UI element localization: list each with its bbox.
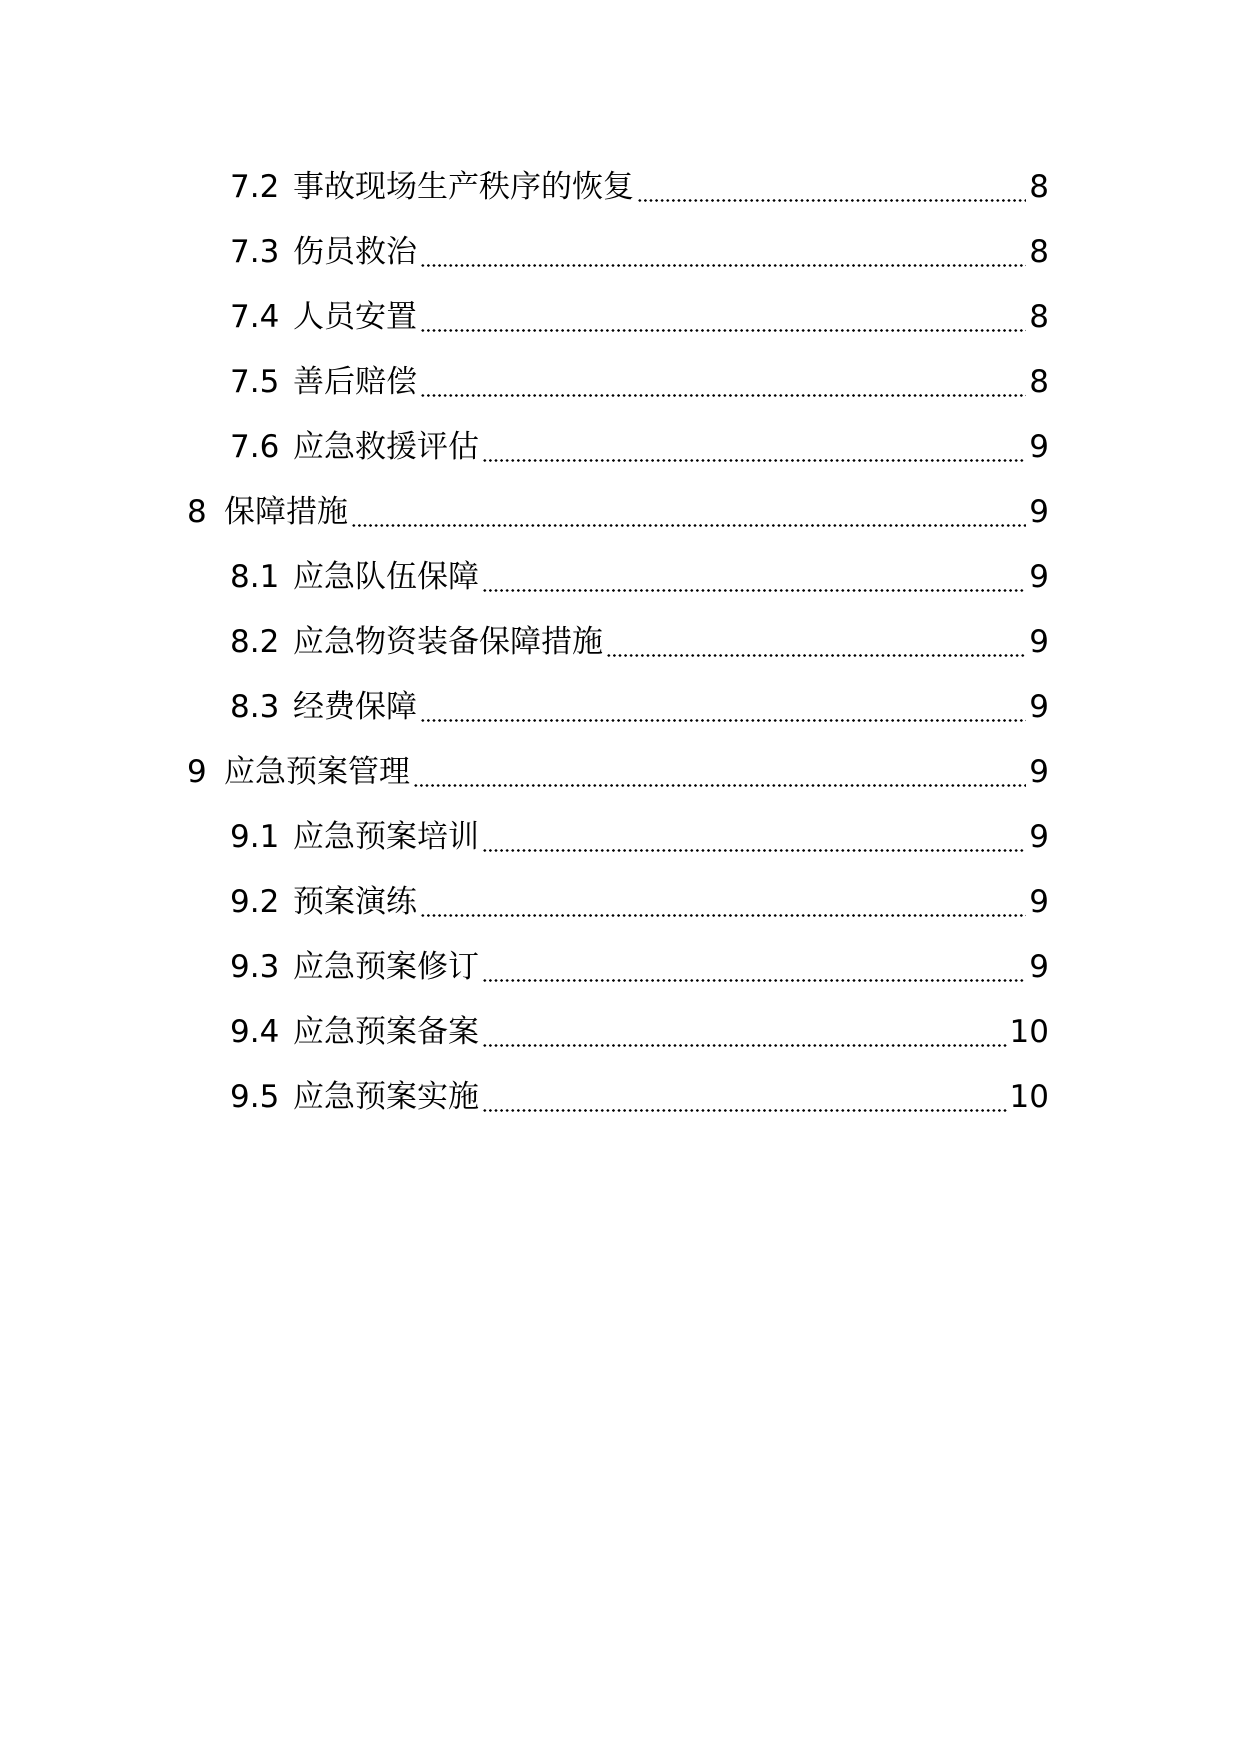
dot-leader [637, 199, 1026, 202]
dot-leader [413, 784, 1026, 787]
toc-entry-page-number: 8 [1029, 168, 1049, 205]
toc-entry-page-number: 9 [1029, 818, 1049, 855]
toc-entry-title: 预案演练 [293, 883, 417, 920]
toc-entry-number: 9.2 [230, 883, 280, 920]
toc-entry-page-number: 9 [1029, 948, 1049, 985]
toc-entry-7-3[interactable] [0, 219, 1049, 284]
toc-entry-title: 事故现场生产秩序的恢复 [293, 168, 634, 205]
toc-entry-title: 善后赔偿 [293, 363, 417, 400]
toc-entry-8[interactable] [0, 479, 1049, 544]
toc-entry-number: 7.3 [230, 233, 280, 270]
toc-entry-9-4[interactable] [0, 999, 1049, 1064]
dot-leader [351, 524, 1026, 527]
toc-entry-number: 9.3 [230, 948, 280, 985]
toc-entry-8-3[interactable] [0, 674, 1049, 739]
toc-entry-title: 应急物资装备保障措施 [293, 623, 603, 660]
toc-entry-number: 8 [187, 493, 207, 530]
dot-leader [420, 394, 1026, 397]
dot-leader [482, 1044, 1007, 1047]
toc-entry-9-3[interactable] [0, 934, 1049, 999]
toc-entry-7-6[interactable] [0, 414, 1049, 479]
toc-entry-page-number: 9 [1029, 753, 1049, 790]
toc-entry-number: 7.6 [230, 428, 280, 465]
toc-entry-page-number: 8 [1029, 363, 1049, 400]
toc-entry-number: 9.5 [230, 1078, 280, 1115]
toc-entry-title: 应急救援评估 [293, 428, 479, 465]
toc-entry-number: 8.3 [230, 688, 280, 725]
toc-entry-number: 7.4 [230, 298, 280, 335]
toc-entry-number: 7.2 [230, 168, 280, 205]
toc-entry-number: 9 [187, 753, 207, 790]
toc-entry-title: 人员安置 [293, 298, 417, 335]
toc-entry-page-number: 10 [1009, 1078, 1049, 1115]
toc-entry-page-number: 8 [1029, 298, 1049, 335]
dot-leader [482, 979, 1026, 982]
toc-entry-number: 8.2 [230, 623, 280, 660]
toc-entry-number: 9.1 [230, 818, 280, 855]
toc-entry-title: 应急预案实施 [293, 1078, 479, 1115]
toc-entry-page-number: 9 [1029, 493, 1049, 530]
dot-leader [420, 329, 1026, 332]
toc-entry-7-2[interactable] [0, 154, 1049, 219]
toc-entry-title: 伤员救治 [293, 233, 417, 270]
toc-entry-page-number: 9 [1029, 428, 1049, 465]
dot-leader [482, 459, 1026, 462]
toc-entry-7-5[interactable] [0, 349, 1049, 414]
toc-entry-title: 应急队伍保障 [293, 558, 479, 595]
table-of-contents [0, 154, 1241, 1129]
toc-entry-9-5[interactable] [0, 1064, 1049, 1129]
toc-entry-7-4[interactable] [0, 284, 1049, 349]
toc-entry-title: 经费保障 [293, 688, 417, 725]
toc-entry-title: 应急预案备案 [293, 1013, 479, 1050]
toc-entry-9-2[interactable] [0, 869, 1049, 934]
toc-entry-9[interactable] [0, 739, 1049, 804]
toc-entry-page-number: 9 [1029, 623, 1049, 660]
toc-entry-number: 9.4 [230, 1013, 280, 1050]
dot-leader [482, 589, 1026, 592]
dot-leader [420, 264, 1026, 267]
dot-leader [420, 719, 1026, 722]
toc-entry-page-number: 9 [1029, 688, 1049, 725]
toc-entry-8-1[interactable] [0, 544, 1049, 609]
toc-entry-number: 8.1 [230, 558, 280, 595]
toc-entry-page-number: 8 [1029, 233, 1049, 270]
toc-entry-9-1[interactable] [0, 804, 1049, 869]
dot-leader [482, 849, 1026, 852]
toc-entry-title: 应急预案管理 [224, 753, 410, 790]
toc-entry-page-number: 9 [1029, 883, 1049, 920]
toc-entry-8-2[interactable] [0, 609, 1049, 674]
dot-leader [420, 914, 1026, 917]
toc-entry-page-number: 9 [1029, 558, 1049, 595]
toc-entry-title: 应急预案培训 [293, 818, 479, 855]
dot-leader [606, 654, 1026, 657]
toc-entry-number: 7.5 [230, 363, 280, 400]
dot-leader [482, 1109, 1007, 1112]
toc-entry-title: 应急预案修订 [293, 948, 479, 985]
toc-entry-title: 保障措施 [224, 493, 348, 530]
toc-entry-page-number: 10 [1009, 1013, 1049, 1050]
